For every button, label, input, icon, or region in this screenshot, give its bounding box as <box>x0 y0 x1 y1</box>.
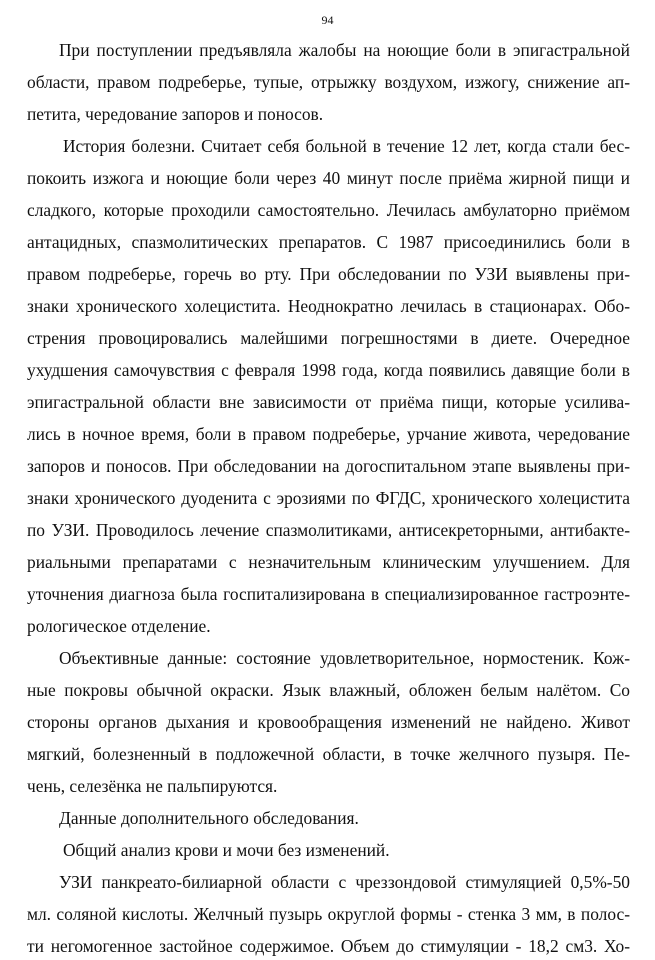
text-line: ти негомогенное застойное содержимое. Объем до стимуляции - 18,2 см3. Хо- <box>27 936 630 956</box>
text-line: знаки хронического холецистита. Неоднократно лечилась в стационарах. Обо- <box>27 296 630 316</box>
text-line: ухудшения самочувствия с февраля 1998 года, когда появились давящие боли в <box>27 360 630 380</box>
text-line: петита, чередование запоров и поносов. <box>27 104 324 124</box>
text-line: ные покровы обычной окраски. Язык влажный, обложен белым налётом. Со <box>27 680 630 700</box>
text-line: стороны органов дыхания и кровообращения изменений не найдено. Живот <box>27 712 630 732</box>
text-line: При поступлении предъявляла жалобы на ноющие боли в эпигастральной <box>59 40 630 60</box>
text-line: запоров и поносов. При обследовании на догоспитальном этапе выявлены при- <box>27 456 630 476</box>
text-line: по УЗИ. Проводилось лечение спазмолитиками, антисекреторными, антибакте- <box>27 520 630 540</box>
text-line: стрения провоцировались малейшими погрешностями в диете. Очередное <box>27 328 630 348</box>
text-line: уточнения диагноза была госпитализирована в специализированное гастроэнте- <box>27 584 630 604</box>
text-line: знаки хронического дуоденита с эрозиями по ФГДС, хронического холецистита <box>27 488 630 508</box>
text-line: сладкого, которые проходили самостоятельно. Лечилась амбулаторно приёмом <box>27 200 630 220</box>
text-line: Общий анализ крови и мочи без изменений. <box>63 840 390 860</box>
text-line: мягкий, болезненный в подложечной области, в точке желчного пузыря. Пе- <box>27 744 630 764</box>
text-line: риальными препаратами с незначительным клиническим улучшением. Для <box>27 552 630 572</box>
text-line: антацидных, спазмолитических препаратов. С 1987 присоединились боли в <box>27 232 630 252</box>
text-line: покоить изжога и ноющие боли через 40 минут после приёма жирной пищи и <box>27 168 630 188</box>
text-line: правом подреберье, горечь во рту. При обследовании по УЗИ выявлены при- <box>27 264 630 284</box>
text-line: лись в ночное время, боли в правом подреберье, урчание живота, чередование <box>27 424 630 444</box>
text-line: История болезни. Считает себя больной в течение 12 лет, когда стали бес- <box>63 136 630 156</box>
text-line: рологическое отделение. <box>27 616 211 636</box>
page-number: 94 <box>321 13 334 27</box>
text-line: Объективные данные: состояние удовлетворительное, нормостеник. Кож- <box>59 648 630 668</box>
text-line: УЗИ панкреато-билиарной области с чреззондовой стимуляцией 0,5%-50 <box>59 872 630 892</box>
text-line: Данные дополнительного обследования. <box>59 808 359 828</box>
text-line: чень, селезёнка не пальпируются. <box>27 776 278 796</box>
text-line: мл. соляной кислоты. Желчный пузырь округлой формы - стенка 3 мм, в полос- <box>27 904 630 924</box>
text-line: эпигастральной области вне зависимости от приёма пищи, которые усилива- <box>27 392 630 412</box>
text-line: области, правом подреберье, тупые, отрыжку воздухом, изжогу, снижение ап- <box>27 72 630 92</box>
